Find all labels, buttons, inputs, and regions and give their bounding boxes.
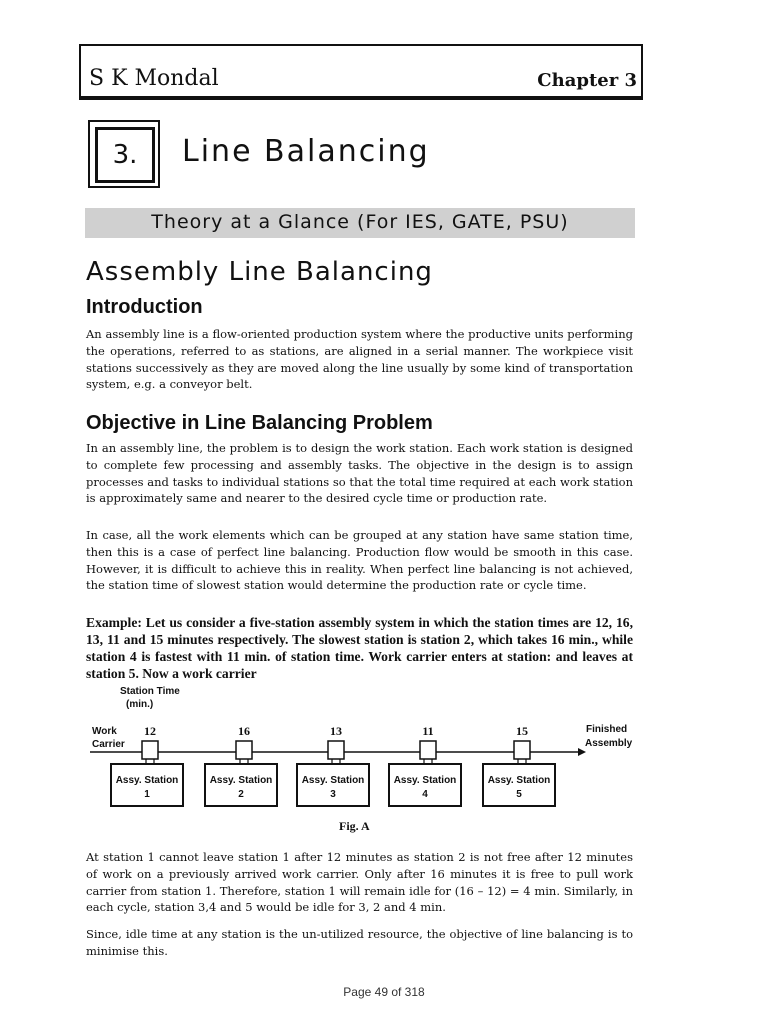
station-label-4: Assy. Station: [393, 775, 457, 786]
intro-heading: Introduction: [86, 296, 203, 318]
finished-assembly-label: Finished: [586, 724, 628, 735]
station-time-label: Station Time: [120, 686, 180, 697]
station-time-4: 11: [422, 724, 434, 738]
carrier-box-3: [328, 741, 344, 759]
objective-paragraph-1: In an assembly line, the problem is to design the work station. Each work station is designed to complete few processing and assembly tasks. The objective in the design is to assign processes and tasks to individual stations so that the total time required at each work station is approximately same and nearer to the desired cycle time or production rate.: [86, 441, 633, 506]
station-time-2: 16: [238, 724, 250, 738]
carrier-box-5: [514, 741, 530, 759]
station-number-5: 5: [516, 789, 522, 800]
station-number-2: 2: [238, 789, 244, 800]
theory-banner-text: Theory at a Glance (For IES, GATE, PSU): [151, 211, 569, 233]
station-label-3: Assy. Station: [301, 775, 365, 786]
after-paragraph-1: At station 1 cannot leave station 1 after 12 minutes as station 2 is not free after 12 minutes of work on a previously arrived work carrier. Only after 16 minutes it is free to pull work carrier from station 1. Therefore, station 1 will remain idle for (16 – 12) = 4 min. Similarly, in each cycle, station 3,4 and 5 would be idle for 3, 2 and 4 min.: [86, 850, 633, 915]
page-footer: Page 49 of 318: [343, 985, 425, 999]
station-number-3: 3: [330, 789, 336, 800]
work-carrier-label-2: Carrier: [92, 739, 125, 750]
station-time-3: 13: [330, 724, 342, 738]
objective-heading: Objective in Line Balancing Problem: [86, 412, 433, 434]
station-time-unit: (min.): [126, 699, 154, 710]
theory-banner: [85, 208, 635, 238]
station-number-4: 4: [422, 789, 428, 800]
page-header: [79, 44, 643, 100]
finished-assembly-label-2: Assembly: [585, 738, 633, 749]
station-time-5: 15: [516, 724, 528, 738]
station-label-5: Assy. Station: [487, 775, 551, 786]
station-number-1: 1: [144, 789, 150, 800]
example-paragraph: Example: Let us consider a five-station assembly system in which the station times are 12, 16, 13, 11 and 15 minutes respectively. The slowest station is station 2, which takes 16 min., while station 4 is fastest with 11 min. of station time. Work carrier enters at station: and leaves at station 5. Now a work carrier: [86, 615, 633, 681]
carrier-box-2: [236, 741, 252, 759]
station-label-2: Assy. Station: [209, 775, 273, 786]
carrier-box-4: [420, 741, 436, 759]
figure-caption: Fig. A: [339, 819, 370, 833]
chapter-number: 3.: [95, 127, 155, 183]
chapter-number-box: [88, 120, 160, 188]
conveyor-arrowhead: [578, 748, 586, 756]
station-label-1: Assy. Station: [115, 775, 179, 786]
station-time-1: 12: [144, 724, 156, 738]
intro-paragraph: An assembly line is a flow-oriented production system where the productive units performing the operations, referred to as stations, are aligned in a serial manner. The workpiece visit stations successively as they are moved along the line usually by some kind of transportation system, e.g. a conveyor belt.: [86, 327, 633, 392]
section-title: Assembly Line Balancing: [86, 257, 433, 287]
after-paragraph-2: Since, idle time at any station is the un-utilized resource, the objective of line balancing is to minimise this.: [86, 927, 633, 958]
objective-paragraph-2: In case, all the work elements which can be grouped at any station have same station time, then this is a case of perfect line balancing. Production flow would be smooth in this case. However, it is difficult to achieve this in reality. When perfect line balancing is not achieved, the station time of slowest station would determine the production rate or cycle time.: [86, 528, 633, 593]
line-balancing-figure: [86, 680, 646, 840]
header-chapter: Chapter 3: [537, 70, 637, 91]
work-carrier-label: Work: [92, 726, 117, 737]
chapter-title: Line Balancing: [182, 134, 430, 169]
header-author: S K Mondal: [89, 66, 219, 91]
carrier-box-1: [142, 741, 158, 759]
